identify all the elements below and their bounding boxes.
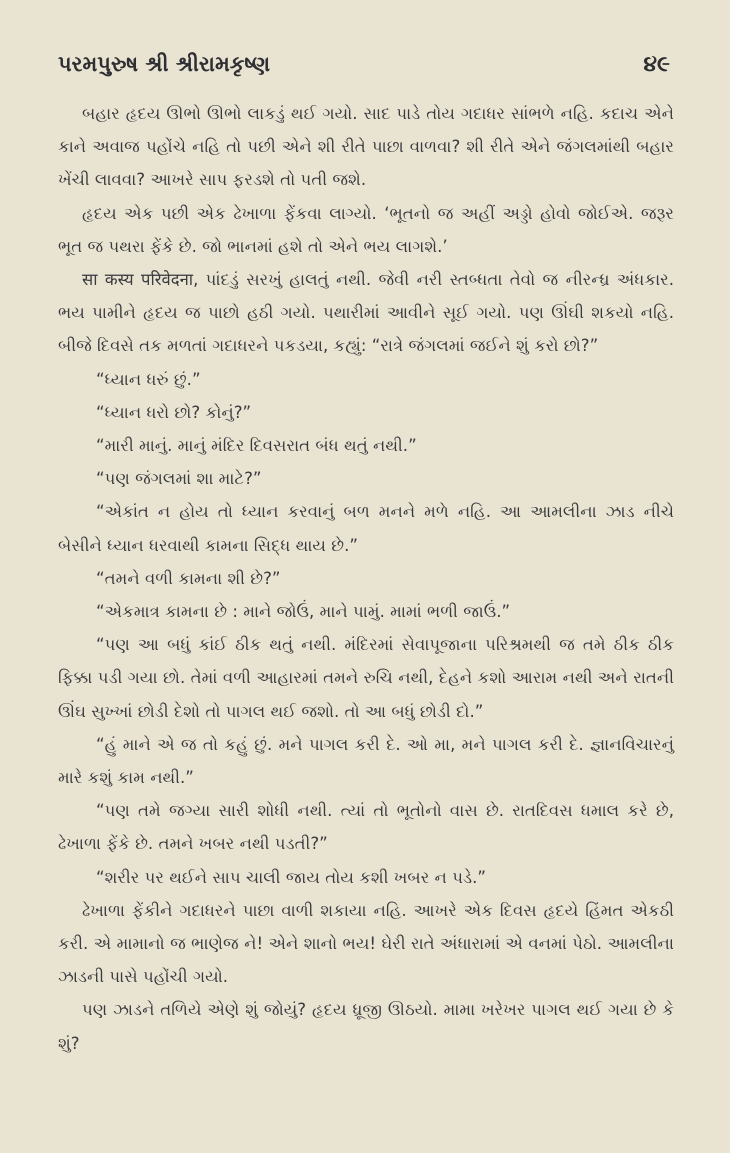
paragraph: પણ ઝાડને તળિયે એણે શું જોયું? હૃદય ધ્રૂજી ઊઠયો. મામા ખરેખર પાગલ થઈ ગયા છે કે શું? bbox=[58, 1000, 674, 1053]
dialogue-line: “ધ્યાન ધરું છું.” bbox=[96, 369, 201, 389]
dialogue-line: “મારી માનું. માનું મંદિર દિવસરાત બંધ થતું નથી.” bbox=[96, 436, 417, 456]
body-text bbox=[58, 97, 674, 1060]
paragraph: હૃદય એક પછી એક ઢેખાળા ફેંકવા લાગ્યો. ‘ભૂતનો જ અહીં અડ્ડો હોવો જોઈએ. જરૂર ભૂત જ પથરા ફેંકે છે. જો ભાનમાં હશે તો એને ભય લાગશે.’ bbox=[58, 203, 674, 256]
dialogue-line: “ધ્યાન ધરો છો? કોનું?” bbox=[96, 402, 252, 422]
paragraph: બહાર હૃદય ઊભો ઊભો લાકડું થઈ ગયો. સાદ પાડે તોય ગદાધર સાંભળે નહિ. કદાચ એને કાને અવાજ પહોંચે નહિ તો પછી એને શી રીતે પાછા વાળવા? શી રીતે એને જંગલમાંથી બહાર ખેંચી લાવવા? આખરે સાપ ફરડશે તો પતી જશે. bbox=[58, 104, 674, 190]
dialogue-line: “પણ તમે જગ્યા સારી શોધી નથી. ત્યાં તો ભૂતોનો વાસ છે. રાતદિવસ ધમાલ કરે છે, ઢેખાળા ફેંકે છે. તમને ખબર નથી પડતી?” bbox=[58, 801, 674, 854]
page-header bbox=[58, 52, 674, 77]
paragraph: ઢેખાળા ફેંકીને ગદાધરને પાછા વાળી શકાયા નહિ. આખરે એક દિવસ હૃદયે હિંમત એકઠી કરી. એ મામાનો જ ભાણેજ ને! એને શાનો ભય! ઘેરી રાતે અંધારામાં એ વનમાં પેઠો. આમલીના ઝાડની પાસે પહોંચી ગયો. bbox=[58, 900, 674, 987]
dialogue-line: “પણ આ બધું કાંઈ ઠીક થતું નથી. મંદિરમાં સેવાપૂજાના પરિશ્રમથી જ તમે ઠીક ઠીક ફિક્કા પડી ગયા છો. તેમાં વળી આહારમાં તમને રુચિ નથી, દેહને કશો આરામ નથી અને રાતની ઊંઘ સુખ્ખાં છોડી દેશો તો પાગલ થઈ જશો. તો આ બધું છોડી દો.” bbox=[58, 635, 674, 721]
dialogue-line: “હું માને એ જ તો કહું છું. મને પાગલ કરી દે. ઓ મા, મને પાગલ કરી દે. જ્ઞાનવિચારનું મારે કશું કામ નથી.” bbox=[58, 734, 674, 788]
dialogue-line: “એકમાત્ર કામના છે : માને જોઉં, માને પામું. મામાં ભળી જાઉં.” bbox=[96, 602, 511, 622]
dialogue-line: “તમને વળી કામના શી છે?” bbox=[96, 568, 281, 588]
dialogue-line: “શરીર પર થઈને સાપ ચાલી જાય તોય કશી ખબર ન પડે.” bbox=[96, 867, 486, 887]
paragraph: सा कस्य परिवेदना, પાંદડું સરખું હાલતું નથી. જેવી નરી સ્તબ્ધતા તેવો જ નીરન્ધ્ર અંધકાર. ભય પામીને હૃદય જ પાછો હઠી ગયો. પથારીમાં આવીને સૂઈ ગયો. પણ ઊંઘી શકયો નહિ. બીજે દિવસે તક મળતાં ગદાધરને પકડયા, કહ્યું: “રાત્રે જંગલમાં જઈને શું કરો છો?” bbox=[58, 270, 674, 356]
dialogue-line: “એકાંત ન હોય તો ધ્યાન કરવાનું બળ મનને મળે નહિ. આ આમલીના ઝાડ નીચે બેસીને ધ્યાન ધરવાથી કામના સિદ્ધ થાય છે.” bbox=[58, 502, 674, 555]
page-number: ૪૯ bbox=[643, 52, 670, 77]
dialogue-line: “પણ જંગલમાં શા માટે?” bbox=[96, 469, 262, 489]
running-title: પરમપુરુષ શ્રી શ્રીરામકૃષ્ણ bbox=[58, 52, 271, 76]
